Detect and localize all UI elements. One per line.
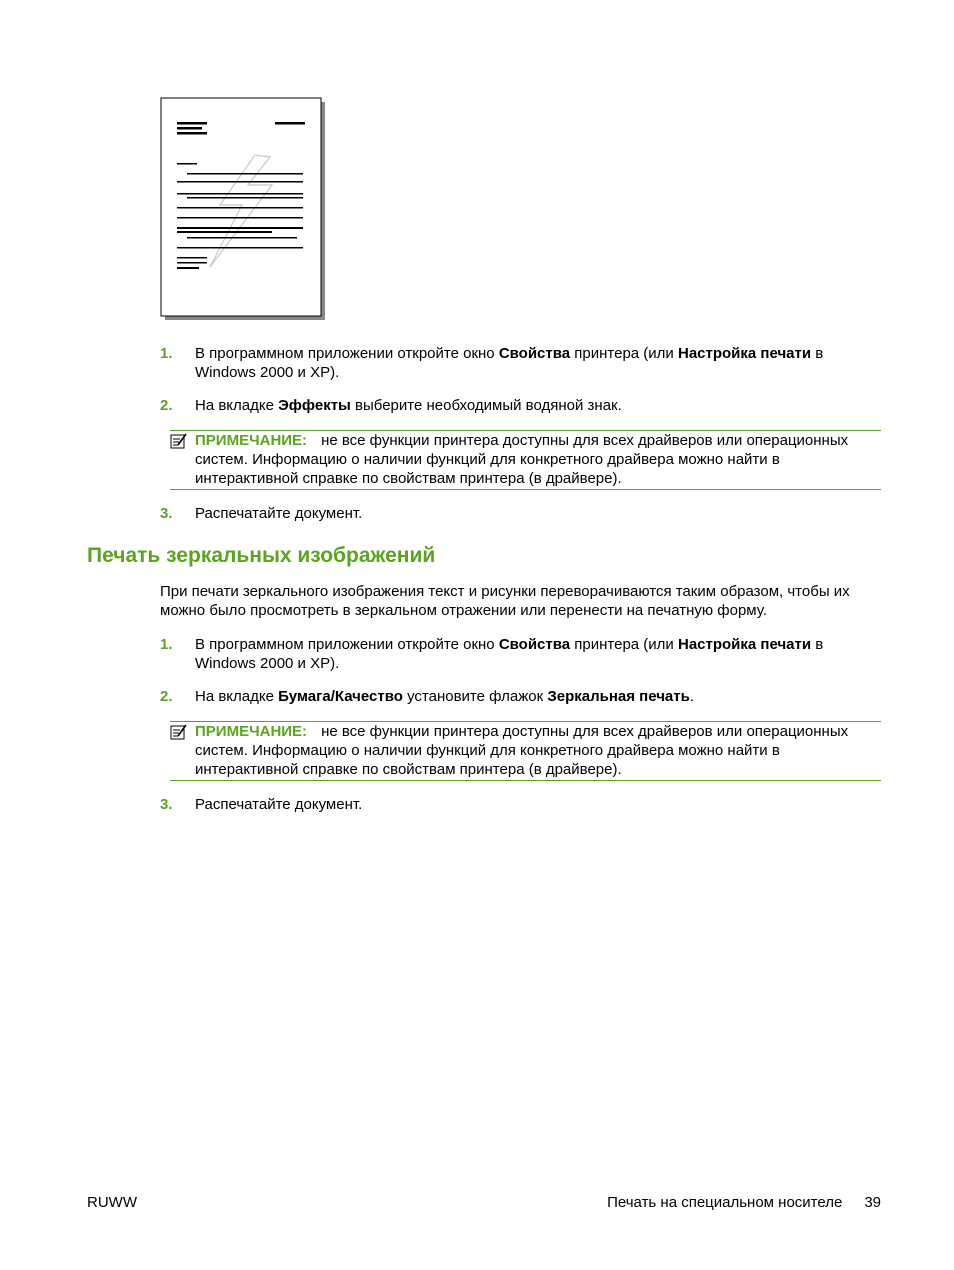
watermark-page-illustration [160, 97, 326, 321]
note-body [195, 431, 881, 488]
note-pencil-icon [170, 433, 188, 449]
step-number: 3. [160, 796, 173, 813]
page-number: 39 [864, 1194, 881, 1211]
step-text: В программном приложении откройте окно Свойства принтера (или Настройка печати в Windows 2000 и XP). [195, 345, 824, 381]
note-text: не все функции принтера доступны для всех драйверов или операционных систем. Информацию о наличии функций для конкретного драйвера можно найти в интерактивной справке по свойствам принтера (в драйвере). [195, 432, 849, 487]
footer-left: RUWW [87, 1194, 137, 1211]
note-pencil-icon [170, 724, 188, 740]
step-text: Распечатайте документ. [195, 505, 363, 522]
step-number: 1. [160, 345, 173, 362]
footer-right [607, 1193, 881, 1212]
step-number: 2. [160, 688, 173, 705]
note-label: ПРИМЕЧАНИЕ: [195, 723, 308, 740]
note-body [195, 722, 881, 779]
section-heading: Печать зеркальных изображений [87, 544, 436, 567]
note-text: не все функции принтера доступны для всех драйверов или операционных систем. Информацию о наличии функций для конкретного драйвера можно найти в интерактивной справке по свойствам принтера (в драйвере). [195, 723, 849, 778]
step-text: На вкладке Бумага/Качество установите флажок Зеркальная печать. [195, 688, 695, 705]
step-number: 1. [160, 636, 173, 653]
step-text: Распечатайте документ. [195, 796, 363, 813]
note-box [170, 721, 881, 781]
step-number: 3. [160, 505, 173, 522]
note-box [170, 430, 881, 490]
step-number: 2. [160, 397, 173, 414]
note-label: ПРИМЕЧАНИЕ: [195, 432, 308, 449]
step-text: В программном приложении откройте окно Свойства принтера (или Настройка печати в Windows 2000 и XP). [195, 636, 824, 672]
footer-section-title: Печать на специальном носителе [607, 1194, 843, 1211]
step-text: На вкладке Эффекты выберите необходимый водяной знак. [195, 397, 622, 414]
intro-paragraph: При печати зеркального изображения текст и рисунки переворачиваются таким образом, чтобы их можно было просмотреть в зеркальном отражении или перенести на печатную форму. [160, 583, 850, 619]
